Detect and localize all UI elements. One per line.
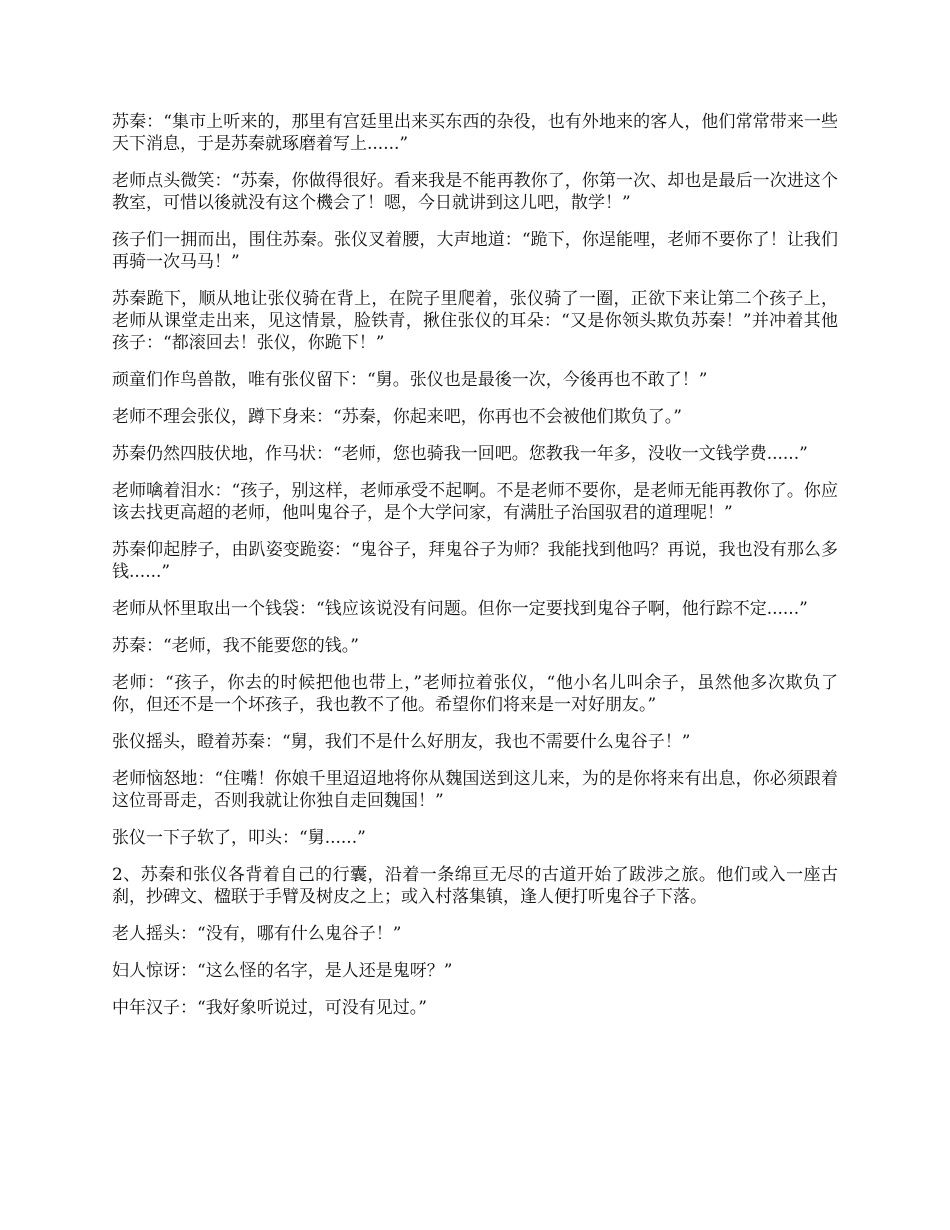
paragraph: 老师不理会张仪，蹲下身来：“苏秦，你起来吧，你再也不会被他们欺负了。” [112, 407, 682, 427]
paragraph: 苏秦跪下，顺从地让张仪骑在背上，在院子里爬着，张仪骑了一圈，正欲下来让第二个孩子上，老师从课堂走出来，见这情景，脸铁青，揪住张仪的耳朵：“又是你领头欺负苏秦！”并冲着其他孩子：“都滚回去！张仪，你跪下！” [112, 289, 838, 353]
paragraph: 老师点头微笑：“苏秦，你做得很好。看来我是不能再教你了，你第一次、却也是最后一次进这个教室，可惜以後就没有这个機会了！嗯，今日就讲到这儿吧，散学！” [112, 171, 838, 213]
paragraph: 老师从怀里取出一个钱袋：“钱应该说没有问题。但你一定要找到鬼谷子啊，他行踪不定......” [112, 599, 808, 619]
paragraph: 老师：“孩子，你去的时候把他也带上，”老师拉着张仪，“他小名儿叫余子，虽然他多次欺负了你，但还不是一个坏孩子，我也教不了他。希望你们将来是一对好朋友。” [112, 673, 838, 715]
paragraph: 张仪摇头，瞪着苏秦：“舅，我们不是什么好朋友，我也不需要什么鬼谷子！” [112, 732, 691, 752]
paragraph: 中年汉子：“我好象听说过，可没有见过。” [112, 998, 427, 1018]
paragraph: 2、苏秦和张仪各背着自己的行囊，沿着一条绵亘无尽的古道开始了跋涉之旅。他们或入一座古刹，抄碑文、楹联于手臂及树皮之上；或入村落集镇，逢人便打听鬼谷子下落。 [112, 865, 838, 907]
paragraph: 老人摇头：“没有，哪有什么鬼谷子！” [112, 924, 402, 944]
paragraph: 苏秦：“老师，我不能要您的钱。” [112, 636, 359, 656]
paragraph: 张仪一下子软了，叩头：“舅......” [112, 828, 366, 848]
document-body [112, 111, 838, 1034]
paragraph: 苏秦仍然四肢伏地，作马状：“老师，您也骑我一回吧。您教我一年多，没收一文钱学费......” [112, 444, 808, 464]
paragraph: 苏秦仰起脖子，由趴姿变跪姿：“鬼谷子，拜鬼谷子为师？我能找到他吗？再说，我也没有那么多钱......” [112, 540, 838, 582]
paragraph: 苏秦：“集市上听来的，那里有宫廷里出来买东西的杂役，也有外地来的客人，他们常常带来一些天下消息，于是苏秦就琢磨着写上......” [112, 112, 838, 154]
paragraph: 老师恼怒地：“住嘴！你娘千里迢迢地将你从魏国送到这儿来，为的是你将来有出息，你必须跟着这位哥哥走，否则我就让你独自走回魏国！” [112, 769, 838, 811]
paragraph: 顽童们作鸟兽散，唯有张仪留下：“舅。张仪也是最後一次，今後再也不敢了！” [112, 370, 708, 390]
paragraph: 老师噙着泪水：“孩子，别这样，老师承受不起啊。不是老师不要你，是老师无能再教你了。你应该去找更高超的老师，他叫鬼谷子，是个大学问家，有满肚子治国驭君的道理呢！” [112, 481, 838, 523]
paragraph: 孩子们一拥而出，围住苏秦。张仪叉着腰，大声地道：“跪下，你逞能哩，老师不要你了！让我们再骑一次马马！” [112, 230, 838, 272]
paragraph: 妇人惊讶：“这么怪的名字，是人还是鬼呀？” [112, 961, 453, 981]
